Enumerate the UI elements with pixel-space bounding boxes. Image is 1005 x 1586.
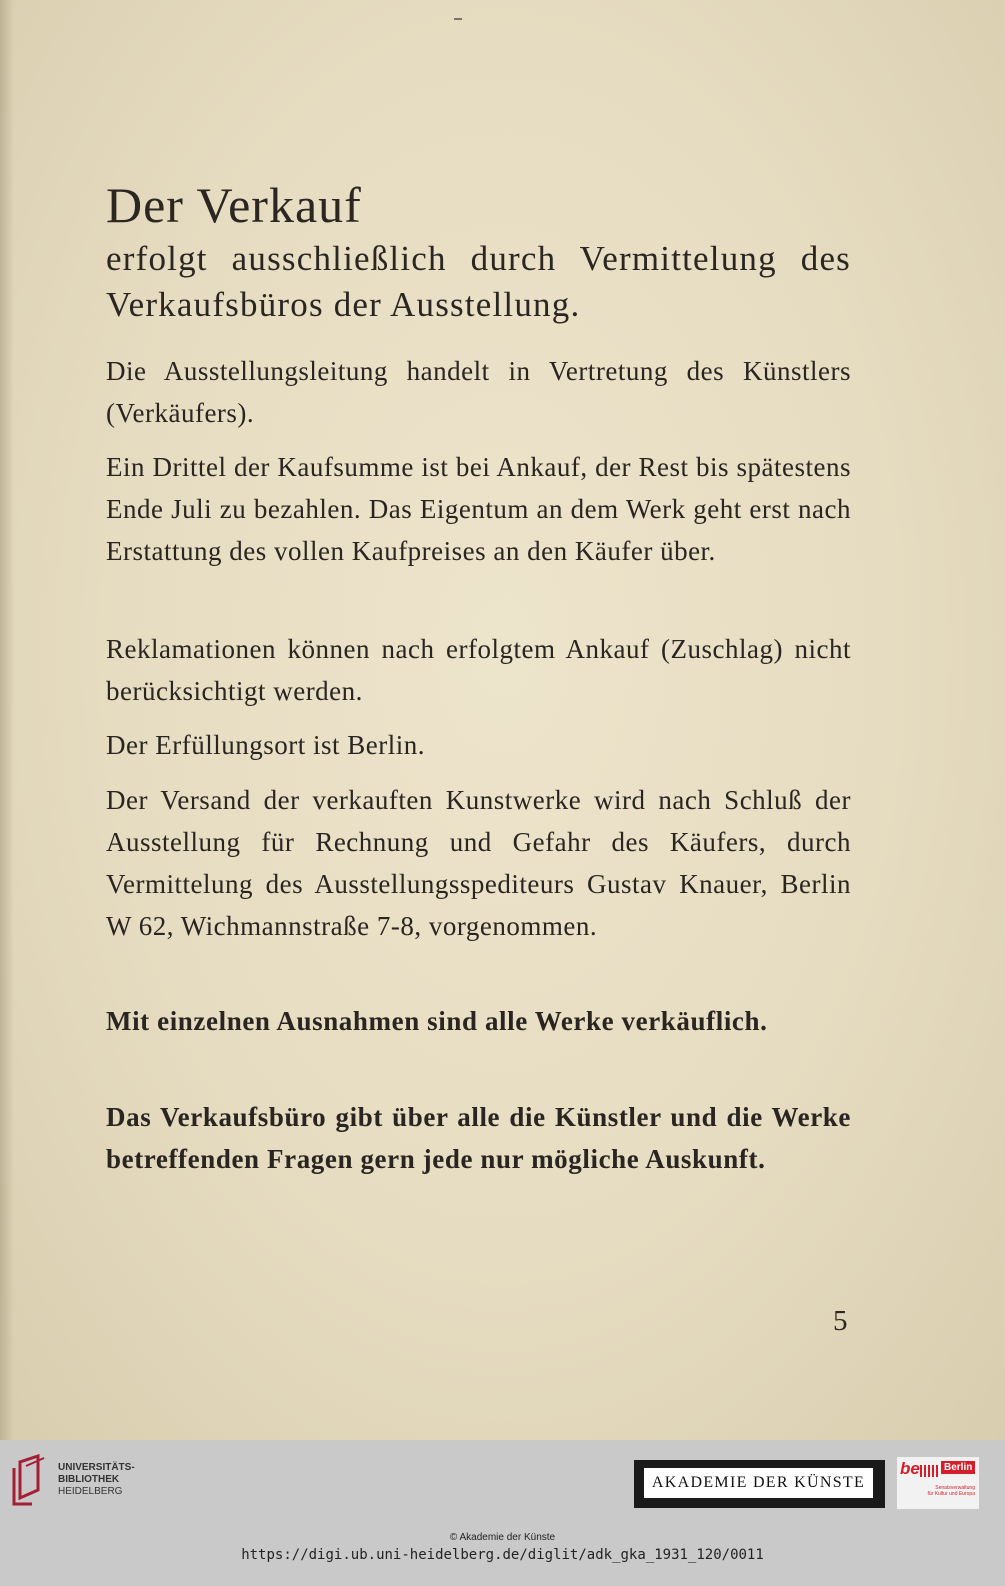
akademie-der-kuenste-logo[interactable] [634,1460,885,1508]
be-berlin-mark: be [900,1459,920,1478]
akademie-label: AKADEMIE DER KÜNSTE [644,1468,873,1498]
paragraph-availability: Mit einzelnen Ausnahmen sind alle Werke verkäuflich. [106,1006,768,1036]
page-mark [454,18,462,20]
library-name-line2: BIBLIOTHEK [58,1474,120,1485]
footer-bar [0,1440,1005,1586]
university-library-logo-icon[interactable] [10,1454,50,1506]
page-title: Der Verkauf [106,177,362,233]
page-subtitle: erfolgt ausschließlich durch Vermittelung des Verkaufsbüros der Ausstellung. [106,239,851,324]
paragraph-representation: Die Ausstellungsleitung handelt in Vertretung des Künstlers (Verkäufers). [106,356,851,428]
copyright-notice: © Akademie der Künste [449,1532,556,1543]
document-url-link[interactable]: https://digi.ub.uni-heidelberg.de/diglit/adk_gka_1931_120/0011 [241,1547,764,1563]
paragraph-shipping: Der Versand der verkauften Kunstwerke wird nach Schluß der Ausstellung für Rechnung und Gefahr des Käufers, durch Vermittelung des Ausstellungsspediteurs Gustav Knauer, Berlin W 62, Wichmannstraße 7-8, vorgenommen. [106,785,851,941]
page-number: 5 [833,1305,848,1337]
berlin-senate-logo[interactable] [897,1457,979,1509]
paragraph-payment: Ein Drittel der Kaufsumme ist bei Ankauf, der Rest bis spätestens Ende Juli zu bezahlen. Das Eigentum an dem Werk geht erst nach Erstattung des vollen Kaufpreises an den Käufer über. [106,452,851,566]
university-library-name[interactable] [58,1462,135,1498]
library-name-line1: UNIVERSITÄTS- [58,1462,135,1473]
paragraph-place-of-fulfillment: Der Erfüllungsort ist Berlin. [106,730,425,760]
brandenburg-gate-icon [920,1465,940,1477]
berlin-tag: Berlin [941,1461,975,1474]
library-name-line3: HEIDELBERG [58,1486,123,1497]
senate-department-text: Senatsverwaltung für Kultur und Europa [927,1485,975,1497]
paragraph-complaints: Reklamationen können nach erfolgtem Ankauf (Zuschlag) nicht berücksichtigt werden. [106,634,851,706]
paragraph-sales-office: Das Verkaufsbüro gibt über alle die Künstler und die Werke betreffenden Fragen gern jede nur mögliche Auskunft. [106,1102,851,1174]
